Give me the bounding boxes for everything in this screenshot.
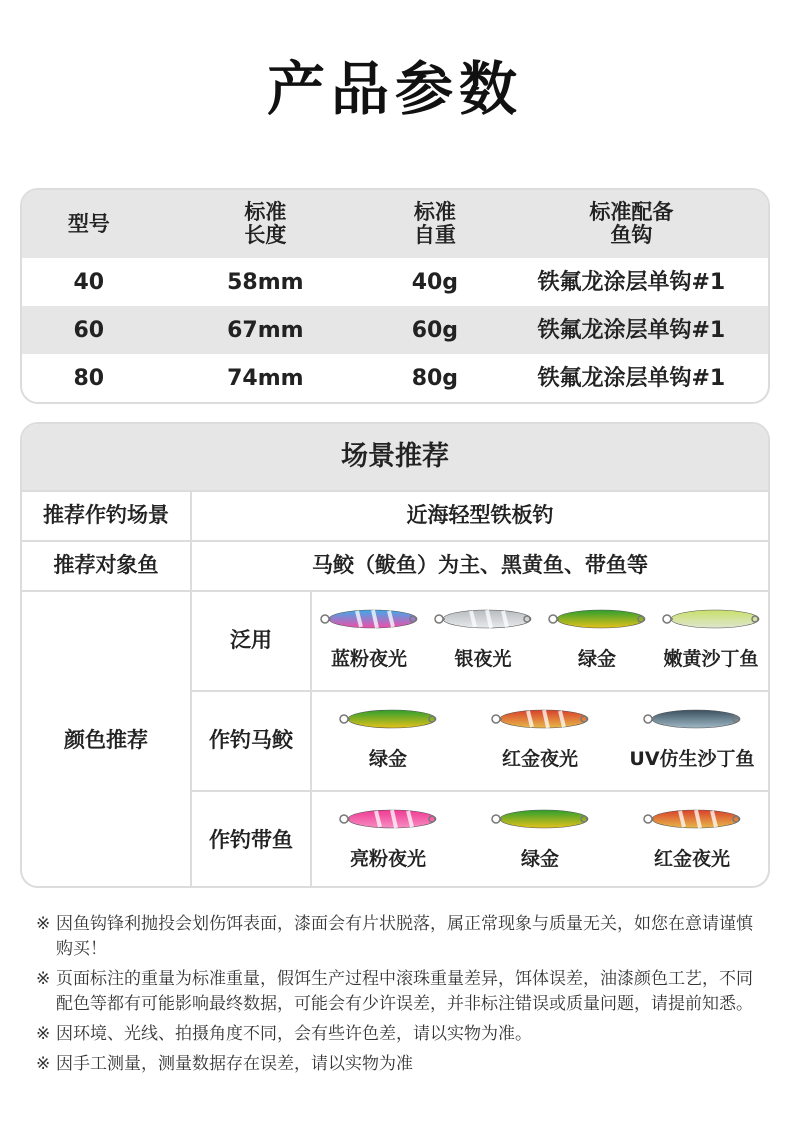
target-fish-label: 推荐对象鱼: [53, 553, 159, 577]
lure-swatch: [475, 704, 605, 771]
spec-row: [22, 306, 768, 354]
group-label: 泛用: [230, 628, 272, 652]
note-item: [36, 912, 756, 962]
spec-cell-weight: 40g: [411, 269, 459, 295]
spec-cell-model: 60: [73, 317, 105, 343]
lure-icon: [640, 804, 744, 834]
lure-swatch: [532, 604, 662, 671]
lure-color-name: 绿金: [368, 748, 407, 770]
spec-row: [22, 258, 768, 306]
note-text: 因环境、光线、拍摄角度不同，会有些许色差，请以实物为准。: [56, 1024, 532, 1044]
scene-value: 近海轻型铁板钓: [406, 503, 554, 527]
lure-swatch: [418, 604, 548, 671]
note-mark: ※: [36, 969, 51, 989]
lure-color-name: 银夜光: [454, 648, 512, 670]
lure-color-name: 绿金: [520, 848, 559, 870]
group-label: 作钓带鱼: [209, 828, 293, 852]
lure-swatch: [323, 704, 453, 771]
spec-cell-hook: 铁氟龙涂层单钩#1: [537, 269, 726, 295]
page-title: 产品参数: [266, 55, 523, 123]
scene-label: 推荐作钓场景: [43, 503, 169, 527]
spec-header-length: 标准 长度: [244, 200, 287, 247]
lure-color-name: 嫩黄沙丁鱼: [663, 648, 759, 670]
color-recommend-label: 颜色推荐: [64, 728, 148, 752]
note-text: 因鱼钩锋利抛投会划伤饵表面，漆面会有片状脱落，属正常现象与质量无关，如您在意请谨慎购买！: [56, 914, 753, 959]
note-item: [36, 967, 756, 1017]
lure-swatch: [627, 704, 757, 771]
spec-cell-length: 58mm: [227, 269, 304, 295]
lure-icon: [336, 704, 440, 734]
lure-swatch: [627, 804, 757, 871]
lure-swatch: [323, 804, 453, 871]
spec-cell-hook: 铁氟龙涂层单钩#1: [537, 317, 726, 343]
lure-color-name: 红金夜光: [653, 848, 730, 870]
lure-icon: [317, 604, 421, 634]
lure-icon: [488, 704, 592, 734]
scene-table: [20, 422, 770, 888]
spec-cell-model: 40: [73, 269, 105, 295]
group-label: 作钓马鲛: [209, 728, 293, 752]
spec-cell-length: 67mm: [227, 317, 304, 343]
target-fish-value: 马鲛（鲅鱼）为主、黑黄鱼、带鱼等: [312, 553, 648, 577]
spec-cell-weight: 80g: [411, 365, 459, 391]
spec-cell-length: 74mm: [227, 365, 304, 391]
lure-swatch: [304, 604, 434, 671]
spec-cell-weight: 60g: [411, 317, 459, 343]
lure-icon: [659, 604, 763, 634]
notes-section: [36, 912, 756, 1082]
lure-icon: [545, 604, 649, 634]
scene-table-title: 场景推荐: [22, 424, 768, 490]
lure-color-name: 绿金: [577, 648, 616, 670]
lure-color-name: UV仿生沙丁鱼: [629, 748, 755, 770]
lure-swatch: [646, 604, 770, 671]
spec-table: [20, 188, 770, 404]
spec-cell-hook: 铁氟龙涂层单钩#1: [537, 365, 726, 391]
note-item: [36, 1052, 756, 1077]
note-mark: ※: [36, 914, 51, 934]
note-text: 因手工测量，测量数据存在误差，请以实物为准: [56, 1054, 413, 1074]
lure-icon: [431, 604, 535, 634]
lure-swatch: [475, 804, 605, 871]
note-item: [36, 1022, 756, 1047]
spec-cell-model: 80: [73, 365, 105, 391]
lure-color-name: 亮粉夜光: [349, 848, 426, 870]
spec-header-model: 型号: [67, 211, 110, 236]
note-text: 页面标注的重量为标准重量，假饵生产过程中滚珠重量差异，饵体误差，油漆颜色工艺，不同配色等都有可能影响最终数据，可能会有少许误差，并非标注错误或质量问题，请提前知悉。: [56, 969, 753, 1014]
lure-icon: [640, 704, 744, 734]
lure-icon: [488, 804, 592, 834]
note-mark: ※: [36, 1054, 51, 1074]
spec-header-hook: 标准配备 鱼钩: [589, 200, 674, 247]
lure-color-name: 红金夜光: [501, 748, 578, 770]
spec-header-weight: 标准 自重: [413, 200, 456, 247]
lure-icon: [336, 804, 440, 834]
note-mark: ※: [36, 1024, 51, 1044]
spec-header-row: [22, 190, 768, 258]
lure-color-name: 蓝粉夜光: [330, 648, 407, 670]
spec-row: [22, 354, 768, 402]
